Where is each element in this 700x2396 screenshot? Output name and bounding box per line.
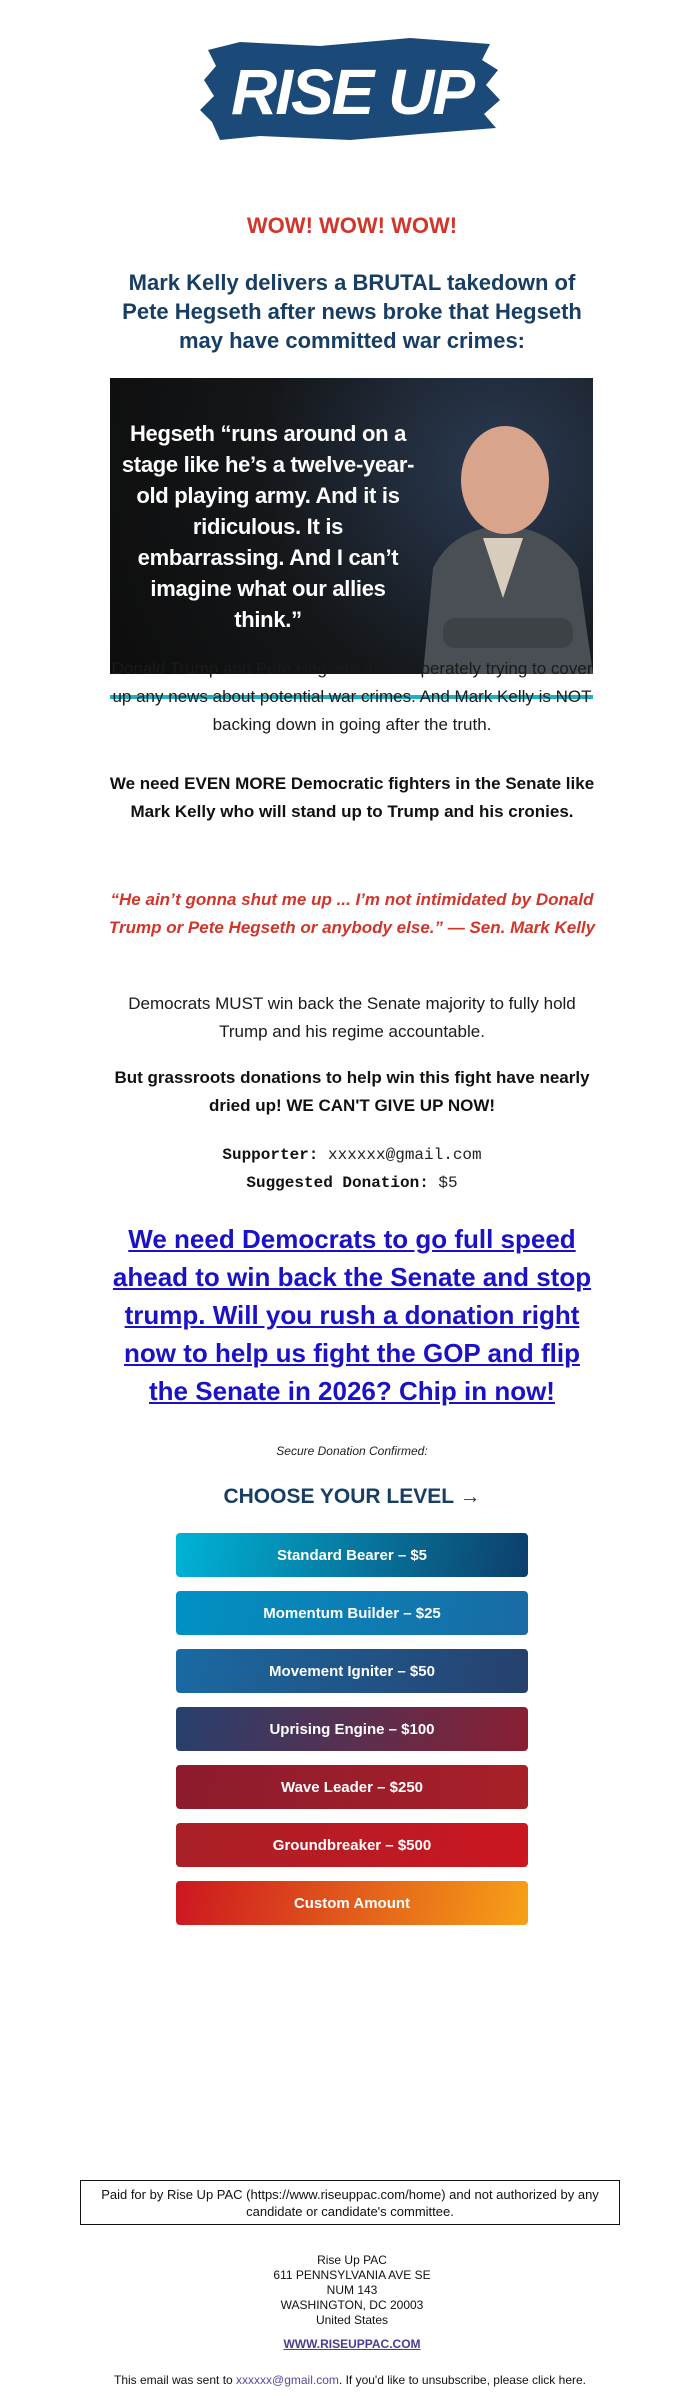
kelly-quote: “He ain’t gonna shut me up ... I’m not intimidated by Donald Trump or Pete Hegseth or anybody else.” — Sen. Mark Kelly <box>108 890 596 937</box>
supporter-email: xxxxxx@gmail.com <box>328 1146 482 1164</box>
address-line: NUM 143 <box>326 2283 378 2297</box>
donation-level-button[interactable]: Groundbreaker – $500 <box>176 1823 528 1867</box>
kicker: WOW! WOW! WOW! <box>246 213 458 238</box>
address-line: Rise Up PAC <box>317 2253 387 2267</box>
address-line: United States <box>315 2313 389 2327</box>
donation-value: $5 <box>438 1174 458 1192</box>
hero-quote: Hegseth “runs around on a stage like he’s a twelve-year-old playing army. And it is ridiculous. It is embarrassing. And I can’t imagine what our allies think.” <box>121 421 415 632</box>
body-paragraph-bold: We need EVEN MORE Democratic fighters in the Senate like Mark Kelly who will stand up to Trump and his cronies. <box>109 774 595 821</box>
sent-prefix: This email was sent to <box>113 2373 237 2387</box>
donation-label: Suggested Donation: <box>246 1174 429 1192</box>
choose-level-title: CHOOSE YOUR LEVEL → <box>223 1485 481 1508</box>
donation-level-button[interactable]: Standard Bearer – $5 <box>176 1533 528 1577</box>
sent-notice <box>60 2373 640 2387</box>
headline: Mark Kelly delivers a BRUTAL takedown of Pete Hegseth after news broke that Hegseth may have committed war crimes: <box>122 270 582 353</box>
donation-level-button[interactable]: Uprising Engine – $100 <box>176 1707 528 1751</box>
supporter-label: Supporter: <box>222 1146 319 1164</box>
logo-text: RISE UP <box>230 56 474 128</box>
donate-cta-link[interactable]: We need Democrats to go full speed ahead to win back the Senate and stop trump. Will you rush a donation right now to help us fight the GOP and flip the Senate in 2026? Chip in now! <box>112 1224 592 1406</box>
hero-image <box>110 378 593 674</box>
secure-text: Secure Donation Confirmed: <box>276 1444 428 1458</box>
unsubscribe-text[interactable]: . If you'd like to unsubscribe, please click here. <box>338 2373 586 2387</box>
disclaimer-box: Paid for by Rise Up PAC (https://www.riseuppac.com/home) and not authorized by any candidate or candidate's committee. <box>80 2180 620 2225</box>
supporter-info <box>108 1141 596 1197</box>
address <box>108 2253 596 2328</box>
address-line: WASHINGTON, DC 20003 <box>280 2298 424 2312</box>
rise-up-logo <box>200 30 504 145</box>
donation-level-button[interactable]: Wave Leader – $250 <box>176 1765 528 1809</box>
donation-level-button[interactable]: Movement Igniter – $50 <box>176 1649 528 1693</box>
donation-level-button[interactable]: Momentum Builder – $25 <box>176 1591 528 1635</box>
recipient-email-link[interactable]: xxxxxx@gmail.com <box>236 2373 339 2387</box>
donation-level-button[interactable]: Custom Amount <box>176 1881 528 1925</box>
body-paragraph: Donald Trump and Pete Hegseth are desperately trying to cover up any news about potential war crimes. And Mark Kelly is NOT backing down in going after the truth. <box>111 659 593 734</box>
address-line: 611 PENNSYLVANIA AVE SE <box>273 2268 431 2282</box>
website-link[interactable]: WWW.RISEUPPAC.COM <box>283 2337 421 2351</box>
body-paragraph: Democrats MUST win back the Senate majority to fully hold Trump and his regime accountable. <box>128 994 576 1041</box>
senator-photo <box>413 408 593 674</box>
body-paragraph-bold: But grassroots donations to help win this fight have nearly dried up! WE CAN'T GIVE UP NOW! <box>114 1068 590 1115</box>
